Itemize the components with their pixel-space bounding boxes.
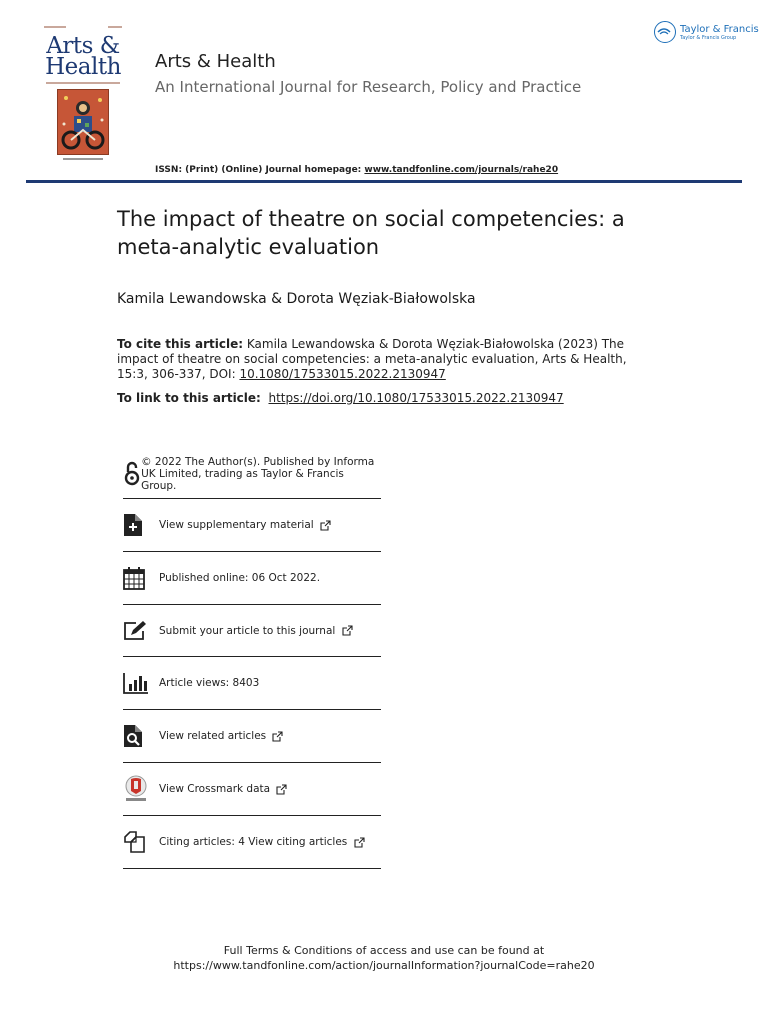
citing-articles-icon [123, 831, 159, 853]
crossmark-link[interactable]: View Crossmark data [159, 783, 287, 795]
external-link-icon [354, 837, 365, 848]
license-text: © 2022 The Author(s). Published by Informa UK Limited, trading as Taylor & Francis Group. [141, 456, 375, 492]
info-row-supplementary[interactable] [123, 499, 381, 552]
info-row-citing[interactable] [123, 816, 381, 869]
cover-artwork [57, 89, 109, 155]
citation [117, 337, 657, 382]
citing-articles-link[interactable]: Citing articles: 4 View citing articles [159, 836, 365, 848]
journal-homepage-link[interactable]: www.tandfonline.com/journals/rahe20 [364, 165, 559, 175]
header-divider [26, 180, 742, 183]
external-link-icon [342, 625, 353, 636]
cover-footer-strip [40, 158, 126, 161]
cite-doi-link[interactable]: 10.1080/17533015.2022.2130947 [239, 367, 446, 381]
crossmark-icon [123, 775, 159, 803]
cite-label: To cite this article: [117, 337, 244, 351]
article-doi-link[interactable]: https://doi.org/10.1080/17533015.2022.2130947 [268, 391, 564, 405]
issn-label: ISSN: (Print) (Online) Journal homepage: [155, 165, 365, 175]
article-info-list [123, 450, 381, 869]
publisher-group: Taylor & Francis Group [680, 34, 737, 41]
bar-chart-icon [123, 672, 159, 694]
cover-subtitle-strip [40, 81, 126, 85]
published-date: Published online: 06 Oct 2022. [159, 572, 321, 584]
info-row-license [123, 450, 381, 499]
article-link [117, 391, 564, 405]
info-row-related[interactable] [123, 710, 381, 763]
issn-line [155, 165, 558, 175]
related-articles-link[interactable]: View related articles [159, 730, 283, 742]
open-access-icon [123, 461, 141, 487]
cite-text: Kamila Lewandowska & Dorota Węziak-Białowolska (2023) The impact of theatre on social competencies: a meta-analytic evaluation, Arts & Health, 15:3, 306-337, DOI: [117, 337, 627, 381]
article-views: Article views: 8403 [159, 677, 260, 689]
external-link-icon [276, 784, 287, 795]
article-title: The impact of theatre on social competencies: a meta-analytic evaluation [117, 207, 625, 259]
info-row-submit[interactable] [123, 605, 381, 657]
cover-title: Arts & Health [45, 33, 121, 80]
journal-cover [40, 26, 126, 166]
related-articles-icon [123, 724, 159, 748]
calendar-icon [123, 566, 159, 590]
publisher-logo[interactable] [654, 21, 759, 43]
journal-subtitle: An International Journal for Research, Policy and Practice [155, 78, 582, 96]
article-authors: Kamila Lewandowska & Dorota Węziak-Białowolska [117, 291, 476, 307]
info-row-views [123, 657, 381, 710]
submit-icon [123, 621, 159, 641]
cover-top-strip [44, 26, 122, 28]
journal-title: Arts & Health [155, 51, 276, 72]
terms-footer [0, 943, 768, 973]
terms-text: Full Terms & Conditions of access and use can be found at [223, 944, 545, 957]
supplementary-link[interactable]: View supplementary material [159, 519, 331, 531]
publisher-name: Taylor & Francis [680, 23, 759, 35]
link-label: To link to this article: [117, 391, 261, 405]
info-row-crossmark[interactable] [123, 763, 381, 816]
external-link-icon [320, 520, 331, 531]
external-link-icon [272, 731, 283, 742]
terms-url[interactable]: https://www.tandfonline.com/action/journalInformation?journalCode=rahe20 [173, 959, 595, 972]
info-row-published [123, 552, 381, 605]
publisher-logo-icon [654, 21, 676, 43]
supplementary-icon [123, 513, 159, 537]
submit-article-link[interactable]: Submit your article to this journal [159, 625, 353, 637]
